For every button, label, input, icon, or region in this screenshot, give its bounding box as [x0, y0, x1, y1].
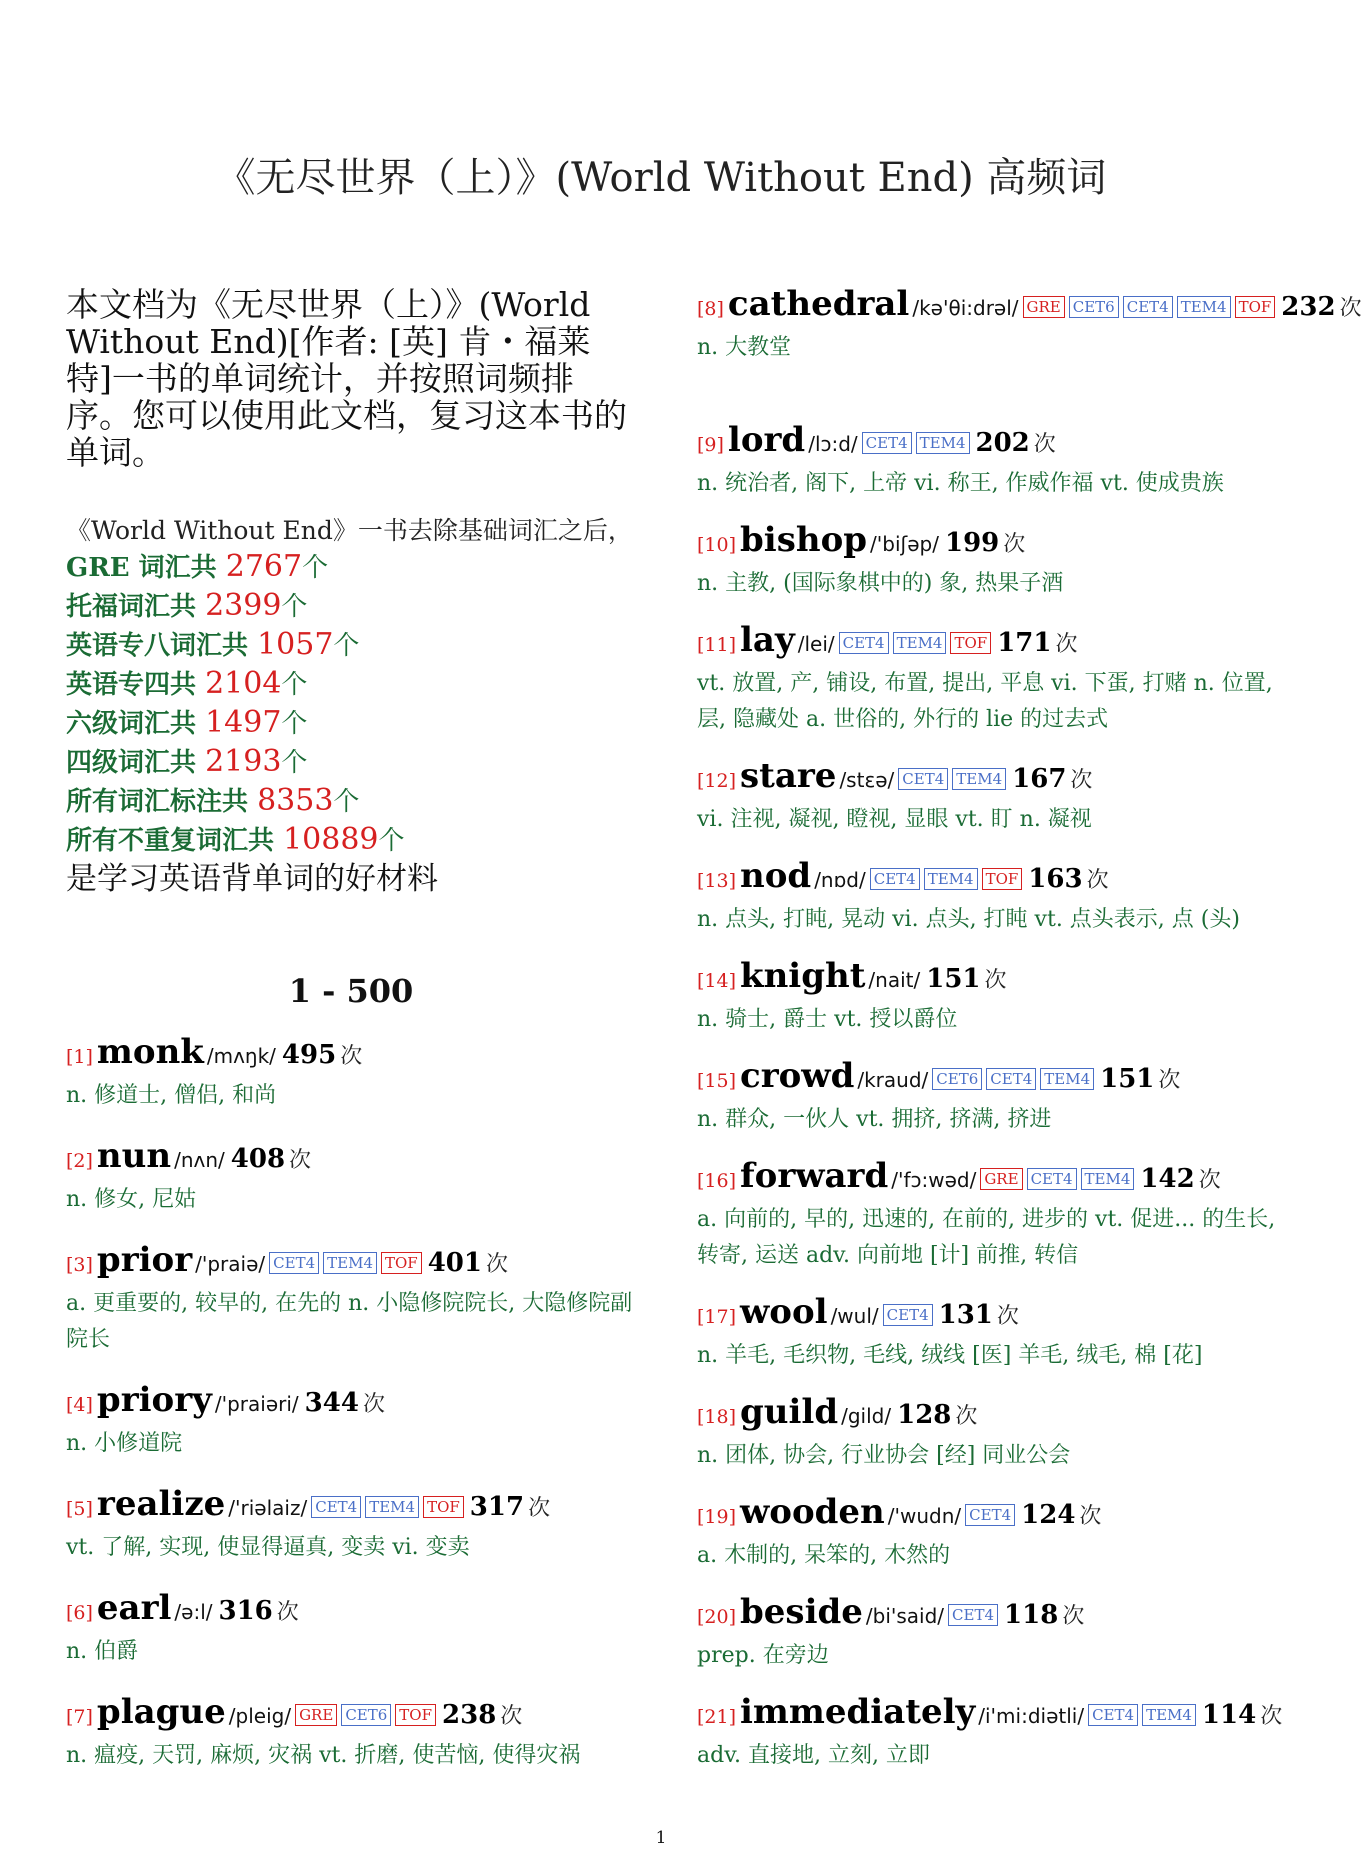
stat-label: 所有词汇标注共 [66, 787, 258, 817]
count-suffix: 次 [1158, 1068, 1181, 1093]
entry-phonetic: /'wudn/ [887, 1504, 962, 1528]
stat-label: 六级词汇共 [66, 709, 206, 739]
entry-count: 232 [1281, 292, 1336, 322]
exam-tag: TOF [950, 632, 991, 654]
page-title: 《无尽世界（上）》(World Without End) 高频词 [215, 155, 1107, 201]
entry-index: [6] [66, 1602, 93, 1624]
entry-header [697, 620, 1277, 666]
word-entry [697, 1692, 1283, 1774]
entry-index: [20] [697, 1606, 737, 1628]
stat-number: 2104 [205, 666, 282, 701]
entry-word: cathedral [727, 284, 910, 324]
entry-header [697, 756, 1277, 802]
page-number: 1 [655, 1828, 667, 1848]
entry-phonetic: /'riəlaiz/ [228, 1496, 308, 1520]
stat-unit: 个 [333, 631, 360, 661]
entry-definition: n. 骑士, 爵士 vt. 授以爵位 [697, 1007, 958, 1032]
stat-unit: 个 [281, 592, 308, 622]
entry-definition: n. 群众, 一伙人 vt. 拥挤, 挤满, 挤进 [697, 1107, 1052, 1132]
exam-tag: CET6 [1069, 296, 1119, 318]
word-entry [66, 1588, 636, 1670]
entry-header [66, 1032, 636, 1078]
entry-phonetic: /lɔ:d/ [808, 432, 858, 456]
exam-tag: TEM4 [323, 1252, 377, 1274]
exam-tag: TOF [423, 1496, 464, 1518]
exam-tag: CET6 [341, 1704, 391, 1726]
word-entry [66, 1380, 636, 1462]
exam-tag: TEM4 [365, 1496, 419, 1518]
count-suffix: 次 [1339, 296, 1362, 321]
entry-phonetic: /ə:l/ [174, 1600, 213, 1624]
entry-count: 167 [1012, 764, 1067, 794]
word-entry [697, 520, 1277, 602]
entry-word: earl [96, 1588, 172, 1628]
entry-phonetic: /'praiəri/ [214, 1392, 299, 1416]
entry-phonetic: /i'mi:diətli/ [978, 1704, 1085, 1728]
exam-tag: TEM4 [1142, 1704, 1196, 1726]
entry-header [697, 1056, 1277, 1102]
exam-tag: TOF [982, 868, 1023, 890]
stat-number: 1497 [205, 705, 282, 740]
exam-tag: TEM4 [1040, 1068, 1094, 1090]
entry-word: bishop [740, 520, 868, 560]
entry-header [66, 1692, 636, 1738]
word-entry [697, 1492, 1277, 1574]
entry-header [697, 1492, 1277, 1538]
entry-phonetic: /mʌŋk/ [206, 1044, 276, 1068]
exam-tag: CET4 [311, 1496, 361, 1518]
entry-index: [9] [697, 434, 724, 456]
word-entry [697, 856, 1277, 938]
entry-word: monk [96, 1032, 204, 1072]
entry-index: [16] [697, 1170, 737, 1192]
count-suffix: 次 [485, 1252, 508, 1277]
count-suffix: 次 [340, 1044, 363, 1069]
entry-word: lord [727, 420, 806, 460]
exam-tag: CET4 [986, 1068, 1036, 1090]
entry-count: 151 [926, 964, 981, 994]
entry-index: [14] [697, 970, 737, 992]
entry-definition: n. 统治者, 阁下, 上帝 vi. 称王, 作威作福 vt. 使成贵族 [697, 471, 1224, 496]
entry-index: [10] [697, 534, 737, 556]
entry-word: crowd [740, 1056, 855, 1096]
stat-unit: 个 [333, 787, 360, 817]
entry-phonetic: /wul/ [830, 1304, 879, 1328]
count-suffix: 次 [1260, 1704, 1283, 1729]
stat-line [66, 821, 636, 860]
entry-phonetic: /gild/ [841, 1404, 892, 1428]
entry-phonetic: /nʌn/ [174, 1148, 225, 1172]
entry-index: [21] [697, 1706, 737, 1728]
entry-definition: n. 修道士, 僧侣, 和尚 [66, 1083, 277, 1108]
stat-line [66, 704, 636, 743]
range-heading: 1 - 500 [288, 972, 414, 1010]
entry-index: [7] [66, 1706, 93, 1728]
entry-word: forward [740, 1156, 889, 1196]
word-entry [697, 1592, 1277, 1674]
count-suffix: 次 [289, 1148, 312, 1173]
count-suffix: 次 [528, 1496, 551, 1521]
entry-count: 202 [975, 428, 1030, 458]
word-entry [697, 420, 1277, 502]
entry-definition: n. 大教堂 [697, 335, 792, 360]
exam-tag: TEM4 [1177, 296, 1231, 318]
entry-definition: a. 向前的, 早的, 迅速的, 在前的, 进步的 vt. 促进... 的生长, 转寄, 运送 adv. 向前地 [计] 前推, 转信 [697, 1207, 1276, 1268]
entry-count: 344 [304, 1388, 359, 1418]
exam-tag: TOF [395, 1704, 436, 1726]
entry-word: knight [740, 956, 866, 996]
entry-definition: adv. 直接地, 立刻, 立即 [697, 1743, 930, 1768]
exam-tag: CET4 [839, 632, 889, 654]
entry-count: 495 [281, 1040, 337, 1070]
entry-index: [15] [697, 1070, 737, 1092]
count-suffix: 次 [996, 1304, 1019, 1329]
count-suffix: 次 [362, 1392, 385, 1417]
exam-tag: CET4 [269, 1252, 319, 1274]
entry-count: 118 [1004, 1600, 1059, 1630]
count-suffix: 次 [500, 1704, 523, 1729]
entry-count: 163 [1028, 864, 1083, 894]
entry-definition: a. 木制的, 呆笨的, 木然的 [697, 1543, 951, 1568]
exam-tag: CET4 [1027, 1168, 1077, 1190]
entry-definition: n. 主教, (国际象棋中的) 象, 热果子酒 [697, 571, 1064, 596]
entry-phonetic: /bi'said/ [865, 1604, 945, 1628]
entry-header [697, 1692, 1283, 1738]
exam-tag: CET4 [870, 868, 920, 890]
word-entry [66, 1692, 636, 1774]
stat-label: 四级词汇共 [66, 748, 206, 778]
entry-index: [11] [697, 634, 737, 656]
entry-phonetic: /'biʃəp/ [870, 532, 939, 556]
entry-count: 199 [944, 528, 1000, 558]
exam-tag: GRE [980, 1168, 1022, 1190]
entry-definition: a. 更重要的, 较早的, 在先的 n. 小隐修院院长, 大隐修院副院长 [66, 1291, 633, 1352]
count-suffix: 次 [1079, 1504, 1102, 1529]
entry-word: guild [740, 1392, 839, 1432]
entry-word: wool [740, 1292, 828, 1332]
entry-definition: n. 羊毛, 毛织物, 毛线, 绒线 [医] 羊毛, 绒毛, 棉 [花] [697, 1343, 1203, 1368]
entry-count: 142 [1140, 1164, 1195, 1194]
exam-tag: TEM4 [952, 768, 1006, 790]
stats-closing: 是学习英语背单词的好材料 [66, 861, 438, 897]
entry-word: nun [96, 1136, 172, 1176]
entry-phonetic: /'praiə/ [195, 1252, 266, 1276]
exam-tag: TEM4 [924, 868, 978, 890]
entry-count: 151 [1100, 1064, 1155, 1094]
entry-header [697, 1156, 1277, 1202]
count-suffix: 次 [984, 968, 1007, 993]
entry-count: 131 [938, 1300, 993, 1330]
entry-header [66, 1240, 636, 1286]
entry-header [697, 520, 1277, 566]
stat-number: 2193 [205, 744, 282, 779]
entry-count: 128 [897, 1400, 952, 1430]
entry-count: 401 [427, 1248, 482, 1278]
stat-unit: 个 [302, 553, 329, 583]
word-entry [697, 620, 1277, 738]
exam-tag: CET4 [1088, 1704, 1138, 1726]
stat-number: 2767 [225, 549, 303, 584]
entry-header [697, 1292, 1277, 1338]
stat-line [66, 626, 636, 665]
entry-word: realize [96, 1484, 226, 1524]
entry-phonetic: /nɒd/ [814, 868, 866, 892]
count-suffix: 次 [1086, 868, 1109, 893]
word-entry [697, 756, 1277, 838]
exam-tag: TOF [381, 1252, 422, 1274]
word-entry [697, 956, 1277, 1038]
count-suffix: 次 [1003, 532, 1026, 557]
exam-tag: TOF [1235, 296, 1276, 318]
exam-tag: CET4 [883, 1304, 933, 1326]
exam-tag: CET4 [898, 768, 948, 790]
exam-tag: CET4 [948, 1604, 998, 1626]
entry-count: 171 [997, 628, 1052, 658]
stat-label: 托福词汇共 [66, 592, 206, 622]
vocabulary-stats [66, 514, 636, 898]
entry-count: 114 [1201, 1700, 1257, 1730]
word-entry [697, 1156, 1277, 1274]
entry-word: lay [740, 620, 795, 660]
exam-tag: GRE [295, 1704, 337, 1726]
count-suffix: 次 [1055, 632, 1078, 657]
stat-label: 英语专八词汇共 [66, 631, 258, 661]
count-suffix: 次 [1070, 768, 1093, 793]
exam-tag: CET4 [1123, 296, 1173, 318]
entry-count: 317 [469, 1492, 525, 1522]
entry-header [697, 284, 1362, 330]
entry-header [697, 420, 1277, 466]
entry-header [697, 1592, 1277, 1638]
entry-index: [2] [66, 1150, 93, 1172]
entry-word: priory [96, 1380, 212, 1420]
exam-tag: CET6 [932, 1068, 982, 1090]
stat-number: 2399 [205, 588, 282, 623]
entry-word: plague [96, 1692, 226, 1732]
stat-line [66, 782, 636, 821]
count-suffix: 次 [276, 1600, 299, 1625]
word-entry [697, 1292, 1277, 1374]
entry-index: [18] [697, 1406, 737, 1428]
entry-index: [19] [697, 1506, 737, 1528]
entry-definition: n. 瘟疫, 天罚, 麻烦, 灾祸 vt. 折磨, 使苦恼, 使得灾祸 [66, 1743, 581, 1768]
entry-definition: vt. 放置, 产, 铺设, 布置, 提出, 平息 vi. 下蛋, 打赌 n. 位置, 层, 隐藏处 a. 世俗的, 外行的 lie 的过去式 [697, 671, 1273, 732]
stat-unit: 个 [281, 670, 308, 700]
word-entry [66, 1136, 636, 1218]
word-entry [697, 284, 1362, 366]
entry-index: [17] [697, 1306, 737, 1328]
stat-line [66, 665, 636, 704]
entry-definition: vi. 注视, 凝视, 瞪视, 显眼 vt. 盯 n. 凝视 [697, 807, 1092, 832]
entry-word: prior [96, 1240, 193, 1280]
entry-word: stare [740, 756, 837, 796]
entry-count: 408 [230, 1144, 286, 1174]
entry-index: [8] [697, 298, 724, 320]
word-entry [697, 1056, 1277, 1138]
exam-tag: TEM4 [1081, 1168, 1135, 1190]
stat-label: GRE 词汇共 [66, 553, 226, 583]
stat-line [66, 587, 636, 626]
count-suffix: 次 [1062, 1604, 1085, 1629]
stat-label: 所有不重复词汇共 [66, 826, 284, 856]
entry-index: [3] [66, 1254, 93, 1276]
stat-number: 1057 [257, 627, 334, 662]
entry-definition: prep. 在旁边 [697, 1643, 829, 1668]
exam-tag: CET4 [862, 432, 912, 454]
stat-unit: 个 [378, 826, 405, 856]
entry-index: [1] [66, 1046, 93, 1068]
entry-index: [13] [697, 870, 737, 892]
entry-index: [4] [66, 1394, 93, 1416]
word-entry [66, 1484, 636, 1566]
stat-number: 10889 [283, 822, 379, 857]
entry-header [66, 1484, 636, 1530]
word-entry [697, 1392, 1277, 1474]
word-entry [66, 1032, 636, 1114]
entry-count: 238 [442, 1700, 497, 1730]
entry-definition: n. 团体, 协会, 行业协会 [经] 同业公会 [697, 1443, 1071, 1468]
entry-header [697, 856, 1277, 902]
entry-word: beside [740, 1592, 863, 1632]
entry-definition: n. 伯爵 [66, 1639, 139, 1664]
entry-definition: vt. 了解, 实现, 使显得逼真, 变卖 vi. 变卖 [66, 1535, 470, 1560]
exam-tag: CET4 [965, 1504, 1015, 1526]
exam-tag: TEM4 [916, 432, 970, 454]
entry-definition: n. 点头, 打盹, 晃动 vi. 点头, 打盹 vt. 点头表示, 点 (头) [697, 907, 1240, 932]
count-suffix: 次 [1198, 1168, 1221, 1193]
entry-header [66, 1136, 636, 1182]
stats-intro: 《World Without End》一书去除基础词汇之后， [66, 516, 633, 545]
entry-phonetic: /lei/ [797, 632, 835, 656]
intro-paragraph: 本文档为《无尽世界（上）》(World Without End)[作者: [英] 肯・福莱特]一书的单词统计，并按照词频排序。您可以使用此文档，复习这本书的单词。 [66, 285, 627, 472]
entry-definition: n. 小修道院 [66, 1431, 183, 1456]
entry-phonetic: /kraud/ [857, 1068, 929, 1092]
entry-count: 316 [218, 1596, 273, 1626]
entry-header [66, 1380, 636, 1426]
entry-phonetic: /kə'θi:drəl/ [912, 296, 1019, 320]
stat-label: 英语专四共 [66, 670, 206, 700]
entry-index: [5] [66, 1498, 93, 1520]
entry-header [66, 1588, 636, 1634]
stat-unit: 个 [281, 709, 308, 739]
count-suffix: 次 [1033, 432, 1056, 457]
word-entry [66, 1240, 636, 1358]
exam-tag: GRE [1023, 296, 1065, 318]
entry-definition: n. 修女, 尼姑 [66, 1187, 197, 1212]
entry-header [697, 956, 1277, 1002]
entry-word: immediately [740, 1692, 976, 1732]
exam-tag: TEM4 [893, 632, 947, 654]
entry-phonetic: /pleig/ [228, 1704, 292, 1728]
entry-word: wooden [740, 1492, 885, 1532]
stat-number: 8353 [257, 783, 334, 818]
entry-phonetic: /'fɔ:wəd/ [891, 1168, 977, 1192]
stat-line [66, 548, 636, 587]
count-suffix: 次 [955, 1404, 978, 1429]
entry-count: 124 [1021, 1500, 1076, 1530]
entry-index: [12] [697, 770, 737, 792]
entry-word: nod [740, 856, 812, 896]
entry-header [697, 1392, 1277, 1438]
entry-phonetic: /nait/ [868, 968, 921, 992]
stat-line [66, 743, 636, 782]
stat-unit: 个 [281, 748, 308, 778]
entry-phonetic: /stεə/ [839, 768, 895, 792]
